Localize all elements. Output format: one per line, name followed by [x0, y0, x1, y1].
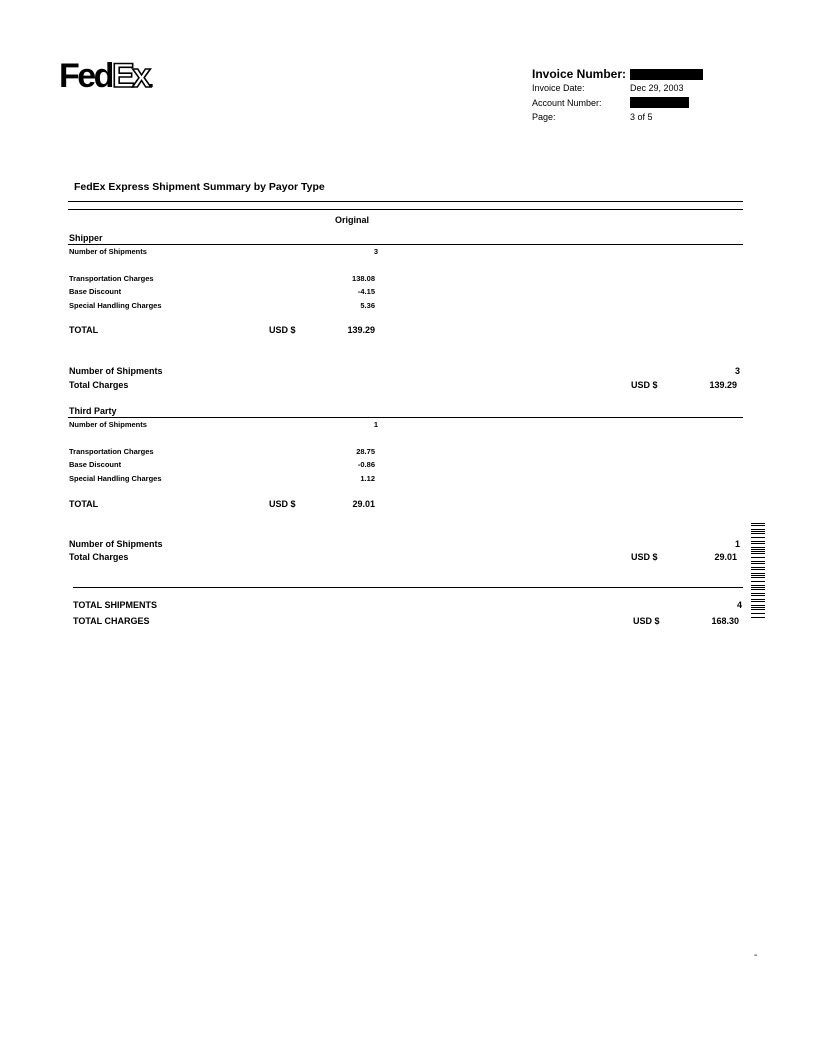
- invoice-number-redacted: [630, 69, 703, 80]
- account-number-redacted: [630, 97, 689, 108]
- barcode-stripe: [751, 613, 765, 614]
- shipments-value: 1: [373, 420, 378, 429]
- barcode-stripe: [751, 577, 765, 578]
- charge-value: 138.08: [352, 274, 375, 283]
- barcode-stripe: [751, 563, 765, 564]
- barcode-stripe: [751, 601, 765, 602]
- barcode-stripe: [751, 573, 765, 574]
- charge-label: Base Discount: [69, 287, 122, 296]
- charge-value: 28.75: [356, 447, 375, 456]
- barcode-stripe: [751, 609, 765, 610]
- summary-shipments-value: 3: [734, 366, 740, 376]
- shipments-label: Number of Shipments: [69, 420, 147, 429]
- fedex-logo: FedEx.: [59, 57, 155, 95]
- barcode-stripe: [751, 531, 765, 532]
- barcode-stripe: [751, 581, 765, 582]
- divider: [68, 417, 743, 418]
- footer-mark: -: [754, 950, 758, 961]
- total-value: 139.29: [347, 325, 375, 335]
- invoice-date-value: Dec 29, 2003: [630, 83, 684, 93]
- section-title-third-party: Third Party: [69, 406, 117, 416]
- divider: [73, 587, 743, 588]
- barcode-stripe: [751, 585, 765, 586]
- barcode-stripe: [751, 523, 765, 524]
- barcode-stripe: [751, 543, 765, 544]
- summary-charges-value: 139.29: [709, 380, 737, 390]
- barcode-stripe: [751, 537, 765, 538]
- charge-value: -4.15: [357, 287, 375, 296]
- shipments-label: Number of Shipments: [69, 247, 147, 256]
- barcode-stripe: [751, 575, 765, 576]
- summary-shipments-value: 1: [734, 539, 740, 549]
- barcode-stripe: [751, 529, 765, 530]
- page-value: 3 of 5: [630, 112, 653, 122]
- barcode-stripe: [751, 549, 765, 550]
- grand-total-charges-label: TOTAL CHARGES: [73, 616, 150, 626]
- barcode-stripe: [751, 561, 765, 562]
- charge-label: Transportation Charges: [69, 447, 154, 456]
- invoice-date-label: Invoice Date:: [532, 83, 585, 93]
- barcode-stripe: [751, 547, 765, 548]
- charge-label: Special Handling Charges: [69, 301, 162, 310]
- divider: [68, 209, 743, 210]
- grand-total-currency: USD $: [633, 616, 660, 626]
- charge-label: Special Handling Charges: [69, 474, 162, 483]
- barcode-stripe: [751, 553, 765, 554]
- barcode-stripe: [751, 587, 765, 588]
- summary-charges-value: 29.01: [714, 552, 737, 562]
- section-title-shipper: Shipper: [69, 233, 103, 243]
- total-label: TOTAL: [69, 325, 99, 335]
- summary-shipments-label: Number of Shipments: [69, 539, 163, 549]
- summary-shipments-label: Number of Shipments: [69, 366, 163, 376]
- grand-total-charges-value: 168.30: [711, 616, 739, 626]
- barcode-graphic: [751, 523, 765, 620]
- currency-label: USD $: [269, 325, 296, 335]
- page-label: Page:: [532, 112, 556, 122]
- barcode-stripe: [751, 607, 765, 608]
- barcode-stripe: [751, 551, 765, 552]
- barcode-stripe: [751, 541, 765, 542]
- page-title: FedEx Express Shipment Summary by Payor Type: [74, 181, 325, 193]
- account-number-label: Account Number:: [532, 98, 602, 108]
- barcode-stripe: [751, 605, 765, 606]
- summary-currency: USD $: [631, 552, 658, 562]
- summary-currency: USD $: [631, 380, 658, 390]
- shipments-value: 3: [373, 247, 378, 256]
- invoice-number-label: Invoice Number:: [532, 67, 627, 81]
- divider: [68, 244, 743, 245]
- barcode-stripe: [751, 593, 765, 594]
- barcode-stripe: [751, 557, 765, 558]
- charge-value: 1.12: [360, 474, 375, 483]
- charge-value: 5.36: [360, 301, 375, 310]
- barcode-stripe: [751, 525, 765, 526]
- barcode-stripe: [751, 617, 765, 618]
- charge-label: Base Discount: [69, 460, 122, 469]
- summary-charges-label: Total Charges: [69, 380, 129, 390]
- grand-total-shipments-label: TOTAL SHIPMENTS: [73, 600, 158, 610]
- summary-charges-label: Total Charges: [69, 552, 129, 562]
- column-header-original: Original: [335, 215, 370, 225]
- grand-total-shipments-value: 4: [736, 600, 742, 610]
- barcode-stripe: [751, 533, 765, 534]
- barcode-stripe: [751, 569, 765, 570]
- barcode-stripe: [751, 595, 765, 596]
- divider: [68, 201, 743, 202]
- barcode-stripe: [751, 567, 765, 568]
- charge-value: -0.86: [357, 460, 375, 469]
- barcode-stripe: [751, 589, 765, 590]
- charge-label: Transportation Charges: [69, 274, 154, 283]
- total-label: TOTAL: [69, 499, 99, 509]
- total-value: 29.01: [352, 499, 375, 509]
- barcode-stripe: [751, 599, 765, 600]
- currency-label: USD $: [269, 499, 296, 509]
